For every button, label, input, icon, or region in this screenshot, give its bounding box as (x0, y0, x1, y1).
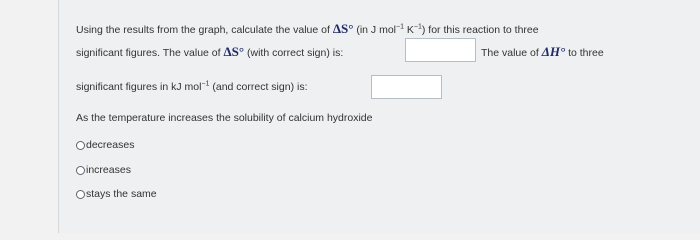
radio-button[interactable] (76, 166, 85, 175)
option-label: increases (86, 164, 131, 176)
unit-text: K (403, 24, 414, 36)
delta-s-answer-input[interactable] (405, 38, 476, 62)
question-text: significant figures. The value of (76, 47, 224, 59)
superscript: −1 (396, 23, 404, 31)
option-decreases[interactable] (76, 139, 134, 151)
radio-button[interactable] (76, 190, 85, 199)
question-line-3 (76, 81, 308, 93)
delta-s-symbol: ΔS° (223, 44, 245, 59)
question-text: ) for this reaction to three (421, 24, 539, 36)
delta-h-answer-input[interactable] (371, 75, 442, 99)
delta-h-symbol: ΔH° (541, 44, 566, 59)
superscript: −1 (413, 23, 422, 31)
option-increases[interactable] (76, 164, 131, 176)
subquestion-text: As the temperature increases the solubility of calcium hydroxide (76, 112, 373, 124)
question-text: (and correct sign) is: (209, 81, 308, 93)
unit-text: (in J mol (353, 24, 396, 36)
question-text: to three (565, 47, 604, 59)
delta-s-symbol: ΔS° (332, 21, 354, 36)
option-stays-the-same[interactable] (76, 188, 157, 200)
question-text: significant figures in kJ mol (76, 81, 202, 93)
option-label: stays the same (86, 188, 157, 200)
superscript: −1 (201, 80, 210, 88)
question-line-1 (76, 21, 539, 37)
question-text: Using the results from the graph, calculate the value of (76, 24, 333, 36)
question-line-2 (76, 44, 343, 60)
question-line-2-right (481, 44, 604, 60)
question-text: (with correct sign) is: (244, 47, 344, 59)
option-label: decreases (86, 139, 135, 151)
question-text: The value of (481, 47, 542, 59)
radio-button[interactable] (76, 141, 85, 150)
